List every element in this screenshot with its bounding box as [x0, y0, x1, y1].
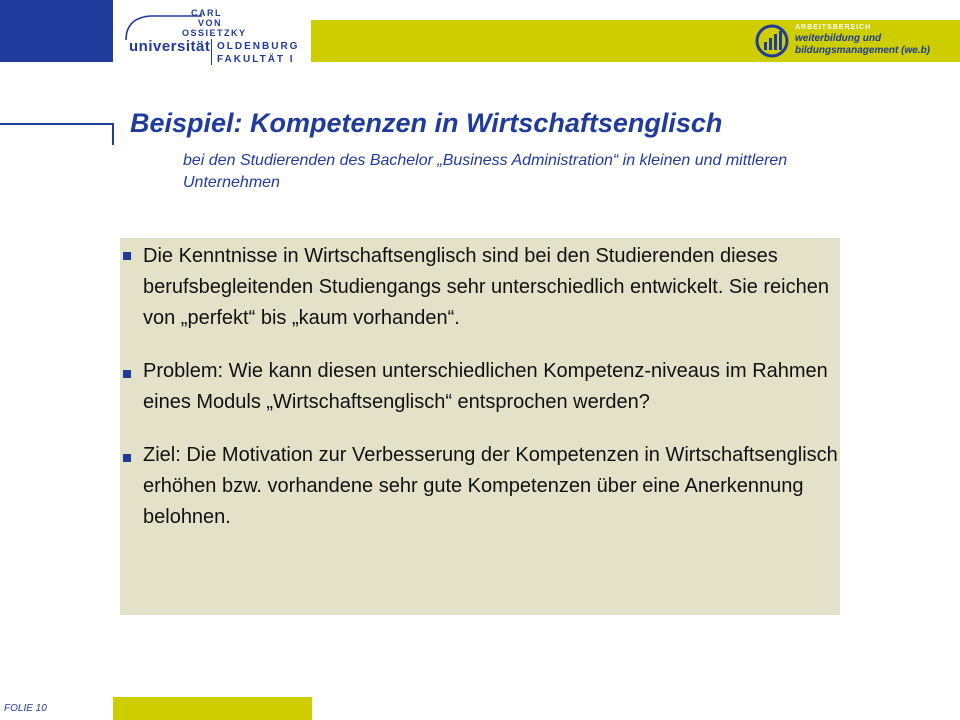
logo-carl: CARL	[191, 8, 222, 18]
slide-subtitle: bei den Studierenden des Bachelor „Business Administration“ in kleinen und mittleren Unternehmen	[183, 152, 788, 191]
logo-von: VON	[197, 18, 222, 28]
title-rule-tick	[112, 123, 114, 145]
bullet-text: Problem: Wie kann diesen unterschiedlichen Kompetenz-niveaus im Rahmen eines Moduls „Wirtschaftsenglisch“ entsprochen werden?	[143, 360, 828, 413]
university-logo	[122, 8, 302, 66]
logo-oldenburg: OLDENBURG	[217, 41, 300, 52]
logo-universitaet: universität	[129, 38, 211, 55]
logo-ossietzky: OSSIETZKY	[182, 28, 247, 38]
bullet-item	[120, 356, 840, 418]
bullet-square-icon	[123, 454, 131, 462]
bullet-square-icon	[123, 252, 131, 260]
bullet-item	[120, 440, 840, 533]
bullet-text: Ziel: Die Motivation zur Verbesserung der Kompetenzen in Wirtschaftsenglisch erhöhen bzw. vorhandene sehr gute Kompetenzen über eine Anerkennung belohnen.	[143, 444, 838, 528]
bullet-square-icon	[123, 370, 131, 378]
title-rule	[0, 123, 113, 125]
logo-divider	[211, 39, 212, 65]
department-label-bottom: bildungsmanagement (we.b)	[795, 45, 931, 56]
bullet-list	[120, 238, 840, 533]
slide-title: Beispiel: Kompetenzen in Wirtschaftsenglisch	[130, 108, 723, 138]
department-label-top: ARBEITSBEREICH	[795, 24, 872, 31]
header-blue-block	[0, 0, 113, 62]
footer-yellow-bar	[113, 697, 312, 720]
bullet-text: Die Kenntnisse in Wirtschaftsenglisch sind bei den Studierenden dieses berufsbegleitenden Studiengangs sehr unterschiedlich entwickelt. Sie reichen von „perfekt“ bis „kaum vorhanden“.	[143, 245, 829, 329]
content-panel	[120, 238, 840, 615]
logo-fakultaet: FAKULTÄT I	[217, 54, 295, 65]
department-logo	[755, 22, 955, 60]
department-label-middle: weiterbildung und	[795, 33, 882, 44]
bar-chart-circle-icon	[755, 24, 789, 58]
bullet-item	[120, 238, 840, 334]
logo-carl-von-ossietzky	[182, 8, 247, 38]
slide-number: FOLIE 10	[4, 703, 47, 714]
